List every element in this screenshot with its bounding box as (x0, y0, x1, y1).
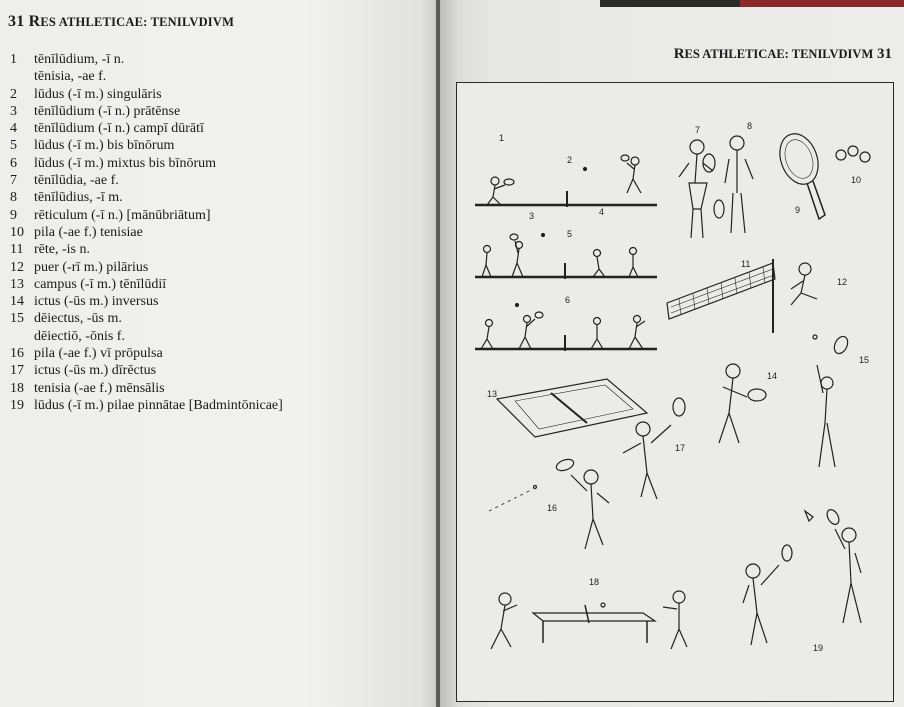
vocab-term: tēnisia, -ae f. (34, 69, 107, 85)
vocab-entry (10, 276, 283, 293)
vocab-term: tēnīlūdium, -ī n. (34, 52, 125, 67)
scene-players-7-8 (679, 136, 753, 238)
vocab-entry (10, 120, 283, 137)
vocab-number: 8 (10, 190, 17, 206)
vocab-term: lūdus (-ī m.) pilae pinnātae [Badmintōnicae] (34, 397, 283, 413)
vocab-entry (10, 310, 283, 327)
scene-net-11 (667, 259, 775, 333)
vocab-number: 3 (10, 103, 17, 119)
scene-mixed-doubles (475, 304, 657, 352)
vocab-number: 14 (10, 294, 24, 310)
figure-label: 2 (567, 155, 573, 165)
vocab-term: tēnīlūdius, -ī m. (34, 190, 123, 206)
vocab-entry (10, 241, 283, 258)
figure-label: 6 (565, 295, 571, 305)
right-page-number: 31 (877, 46, 892, 62)
vocab-number: 15 (10, 311, 24, 327)
vocab-entry (10, 259, 283, 276)
illustration-frame (456, 82, 894, 702)
vocab-entry (10, 293, 283, 310)
vocab-entry (10, 137, 283, 154)
left-page-number: 31 (8, 13, 25, 30)
vocab-entry (10, 51, 283, 68)
figure-label: 19 (813, 643, 824, 653)
vocab-term: tenisia (-ae f.) mēnsālis (34, 380, 165, 396)
figure-labels (487, 121, 869, 653)
vocab-term: tēnīlūdium (-ī n.) campī dūrātī (34, 121, 204, 137)
tennis-illustration (457, 83, 893, 701)
scene-ballboy-12 (791, 263, 817, 305)
right-title-initial: R (673, 46, 685, 62)
left-page-header (8, 13, 234, 31)
vocab-entry (10, 189, 283, 206)
vocab-term: dēiectus, -ūs m. (34, 311, 122, 327)
vocab-number: 18 (10, 380, 24, 396)
figure-label: 7 (695, 125, 701, 135)
scene-balls-10 (836, 146, 870, 162)
figure-label: 9 (795, 205, 801, 215)
figure-label: 10 (851, 175, 862, 185)
vocab-entry (10, 207, 283, 224)
figure-label: 5 (567, 229, 573, 239)
left-title-initial: R (28, 13, 41, 30)
vocab-term: pila (-ae f.) tenisiae (34, 224, 143, 240)
scene-doubles-court (475, 234, 657, 280)
vocab-entry (10, 345, 283, 362)
vocab-entry (10, 224, 283, 241)
vocab-term: tēnīlūdium (-ī n.) prātēnse (34, 103, 181, 119)
background-strip-red (740, 0, 904, 7)
vocab-term: lūdus (-ī m.) mixtus bis bīnōrum (34, 155, 216, 171)
vocab-number: 1 (10, 52, 17, 67)
figure-label: 14 (767, 371, 778, 381)
vocab-number: 13 (10, 276, 24, 292)
figure-label: 1 (499, 133, 505, 143)
vocab-entry (10, 103, 283, 120)
scene-player-14 (719, 364, 766, 443)
vocab-entry (10, 328, 283, 345)
scene-badminton-19 (743, 508, 861, 645)
vocab-number: 4 (10, 121, 17, 137)
vocab-entry (10, 155, 283, 172)
figure-label: 18 (589, 577, 600, 587)
left-page (0, 0, 438, 707)
vocab-term: pila (-ae f.) vī prōpulsa (34, 346, 163, 362)
vocab-number: 17 (10, 363, 24, 379)
vocab-term: tēnīlūdia, -ae f. (34, 173, 119, 189)
figure-label: 17 (675, 443, 686, 453)
right-page-header (674, 46, 892, 63)
vocab-term: ictus (-ūs m.) dīrēctus (34, 363, 157, 379)
vocab-entry (10, 362, 283, 379)
figure-label: 8 (747, 121, 753, 131)
vocab-entry (10, 172, 283, 189)
vocabulary-list (10, 51, 283, 414)
vocab-entry (10, 68, 283, 85)
figure-label: 11 (741, 259, 751, 269)
vocab-term: lūdus (-ī m.) bis bīnōrum (34, 138, 175, 154)
figure-label: 12 (837, 277, 848, 287)
left-title-rest: ES ATHLETICAE: TENILVDIVM (40, 15, 235, 29)
vocab-number: 2 (10, 86, 17, 102)
vocab-number: 10 (10, 224, 24, 240)
right-title-rest: ES ATHLETICAE: TENILVDIVM (684, 47, 874, 61)
vocab-number: 19 (10, 397, 24, 413)
vocab-number: 6 (10, 155, 17, 171)
vocab-number: 16 (10, 346, 24, 362)
scene-table-tennis-18 (491, 591, 687, 649)
scene-singles-court (475, 155, 657, 207)
vocab-number: 5 (10, 138, 17, 154)
vocab-term: ictus (-ūs m.) inversus (34, 294, 159, 310)
vocab-number: 7 (10, 173, 17, 189)
figure-label: 4 (599, 207, 605, 217)
figure-label: 13 (487, 389, 498, 399)
vocab-term: campus (-ī m.) tēnīlūdiī (34, 276, 167, 292)
vocab-term: puer (-rī m.) pilārius (34, 259, 149, 275)
scene-court-13 (497, 379, 647, 437)
figure-label: 16 (547, 503, 558, 513)
vocab-term: rēte, -is n. (34, 242, 90, 258)
vocab-entry (10, 397, 283, 414)
vocab-entry (10, 86, 283, 103)
vocab-term: rēticulum (-ī n.) [mānūbriātum] (34, 207, 211, 223)
vocab-number: 12 (10, 259, 24, 275)
background-strip (600, 0, 740, 7)
vocab-entry (10, 380, 283, 397)
vocab-term: lūdus (-ī m.) singulāris (34, 86, 162, 102)
figure-label: 15 (859, 355, 870, 365)
scene-player-15 (813, 334, 850, 467)
vocab-number: 9 (10, 207, 17, 223)
figure-label: 3 (529, 211, 535, 221)
vocab-number: 11 (10, 242, 24, 258)
vocab-term: dēiectiō, -ōnis f. (34, 328, 125, 344)
